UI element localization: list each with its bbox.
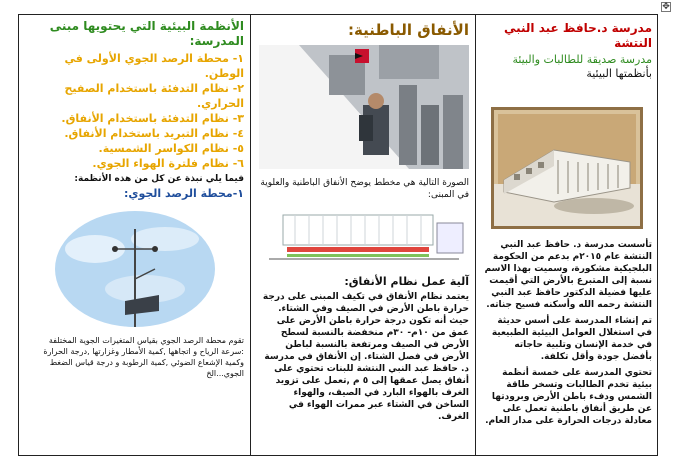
list-item[interactable]: ٥- نظام الكواسر الشمسية. [98,142,244,155]
school-subtitle[interactable]: مدرسة صديقة للطالبات والبيئة [512,53,652,66]
list-item[interactable]: ٤- نظام التبريد باستخدام الأنفاق. [64,127,244,140]
tunnels-title[interactable]: الأنفاق الباطنية: [347,21,469,39]
station-title[interactable]: ١-محطة الرصد الجوي: [123,187,244,200]
tunnels-diagram-image [259,209,469,267]
systems-list [25,51,244,171]
tunnels-diagram[interactable] [259,209,469,267]
school-model-photo[interactable] [491,107,643,229]
list-item[interactable]: ٢- نظام التدفئة باستخدام الصفيح الحراري. [64,82,244,110]
tunnels-photo[interactable] [259,45,469,169]
list-item[interactable]: ٦- نظام فلترة الهواء الجوي. [92,157,244,170]
list-item[interactable]: ٣- نظام التدفئة باستخدام الأنفاق. [61,112,244,125]
column-school [475,15,658,455]
diagram-caption[interactable]: الصورة التالية هي مخطط يوضح الأنفاق الباطنية والعلوية في المبنى: [260,178,469,200]
systems-title[interactable]: الأنظمة البيئية التي يحتويها مبنى المدرسة: [49,19,244,48]
school-paragraph[interactable]: تأسست مدرسة د. حافظ عبد النبي النتشة عام ٢٠١٥م بدعم من الحكومة البلجيكية مشكورة، وسميت بهذا الاسم نسبة إلى المتبرع بالأرض التي أقيمت عليها فضيلة الدكتور حافظ عبد النبي النتشة رحمه الله وأسكنه فسيح جناته. [484,240,652,310]
systems-note[interactable]: فيما يلي نبذة عن كل من هذه الأنظمة: [74,174,244,184]
column-tunnels [250,15,475,455]
brochure-table [18,14,658,456]
school-description [482,239,652,427]
column-systems [19,15,250,455]
school-model-image [494,110,640,226]
weather-station-image [55,209,215,327]
station-description[interactable]: تقوم محطة الرصد الجوي بقياس المتغيرات الجوية المختلفة :سرعة الرياح و اتجاهها ,كمية الأمطار وغزارتها ,درجة الحرارة وكمية الإشعاع الضوئي ,كمية الرطوبة و درجة قياس الضغط الجوي...الخ [43,336,244,378]
mechanism-text[interactable]: يعتمد نظام الأنفاق في تكيف المبنى على درجة حرارة باطن الأرض في الصيف وفي الشتاء. حيث أنه تكون درجة حرارة باطن الأرض على عمق من ١٠م- ٣٠م منخفضة بالنسبة لسطح الأرض في الصيف ومرتفعة بالنسبة لباطن الأرض في فصل الشتاء. إن الأنفاق في مدرسة د. حافظ عبد النبي النتشة للبنات تحتوي على أنفاق يصل عمقها إلى ٥ م ,تعمل على تزويد الغرف بالهواء البارد في الصيف، والهواء الساخن في الشتاء عبر ممرات الهواء في الغرف. [262,292,469,422]
school-subtitle-2[interactable]: بأنظمتها البيئية [586,67,652,80]
mechanism-title[interactable]: آلية عمل نظام الأنفاق: [344,275,469,288]
tunnels-image [259,45,469,169]
school-title[interactable]: مدرسة د.حافظ عبد النبي النتشة [503,21,652,50]
school-paragraph[interactable]: تم إنشاء المدرسة على أسس حديثة في استغلال العوامل البيئية الطبيعية في خدمة الإنسان وتلبية حاجاته بأفضل جودة وأقل تكلفة. [491,316,652,362]
table-move-handle[interactable]: ✥ [662,2,670,12]
weather-station-photo[interactable] [55,209,215,327]
list-item[interactable]: ١- محطة الرصد الجوي الأولى في الوطن. [64,52,244,80]
school-paragraph[interactable]: تحتوي المدرسة على خمسة أنظمة بيئية تخدم الطالبات وتسخر طاقة الشمس ودفء باطن الأرض وبرودتها عن طريق أنفاق باطنية تعمل على معادلة درجات الحرارة على مدار العام. [485,368,652,426]
